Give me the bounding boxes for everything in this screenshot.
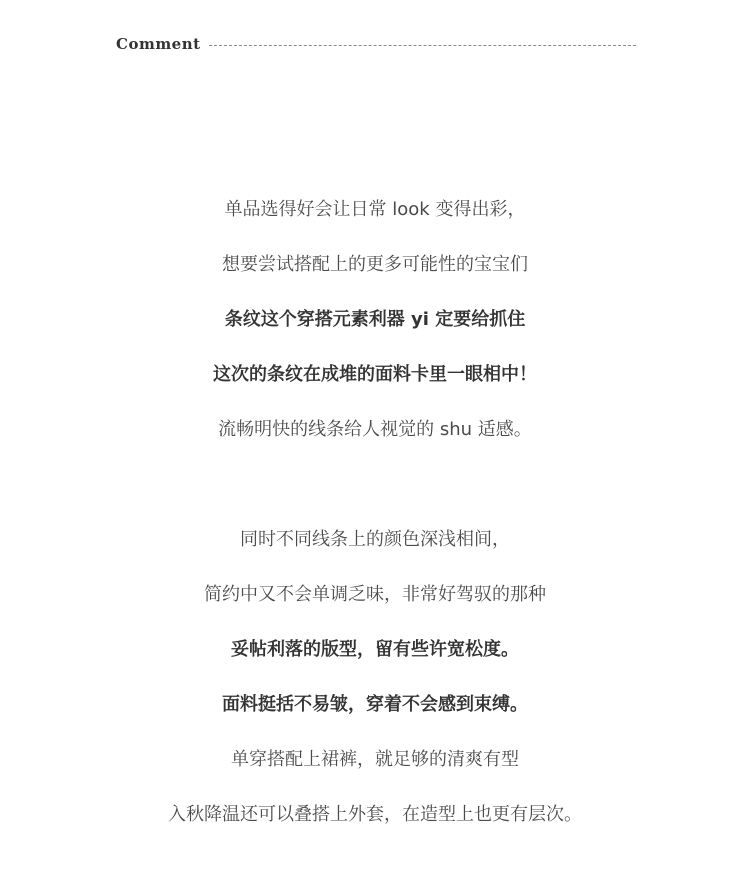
- text-line-bold: 这次的条纹在成堆的面料卡里一眼相中！: [213, 364, 537, 385]
- text-line: 单穿搭配上裙裤，就足够的清爽有型: [231, 749, 519, 770]
- text-line-bold: 条纹这个穿搭元素利器 yi 定要给抓住: [224, 309, 526, 330]
- text-line: 同时不同线条上的颜色深浅相间，: [240, 529, 510, 550]
- comment-label: Comment: [116, 35, 201, 53]
- text-line: 入秋降温还可以叠搭上外套，在造型上也更有层次。: [168, 804, 582, 825]
- text-line: 单品选得好会让日常 look 变得出彩，: [224, 199, 526, 220]
- text-line: 简约中又不会单调乏味，非常好驾驭的那种: [204, 584, 546, 605]
- dashed-divider: [209, 45, 636, 46]
- text-line-bold: 妥帖利落的版型，留有些许宽松度。: [231, 639, 519, 660]
- text-line-bold: 面料挺括不易皱，穿着不会感到束缚。: [222, 694, 528, 715]
- text-line: 想要尝试搭配上的更多可能性的宝宝们: [222, 254, 528, 275]
- comment-header: [116, 34, 636, 54]
- text-line: 流畅明快的线条给人视觉的 shu 适感。: [218, 419, 532, 440]
